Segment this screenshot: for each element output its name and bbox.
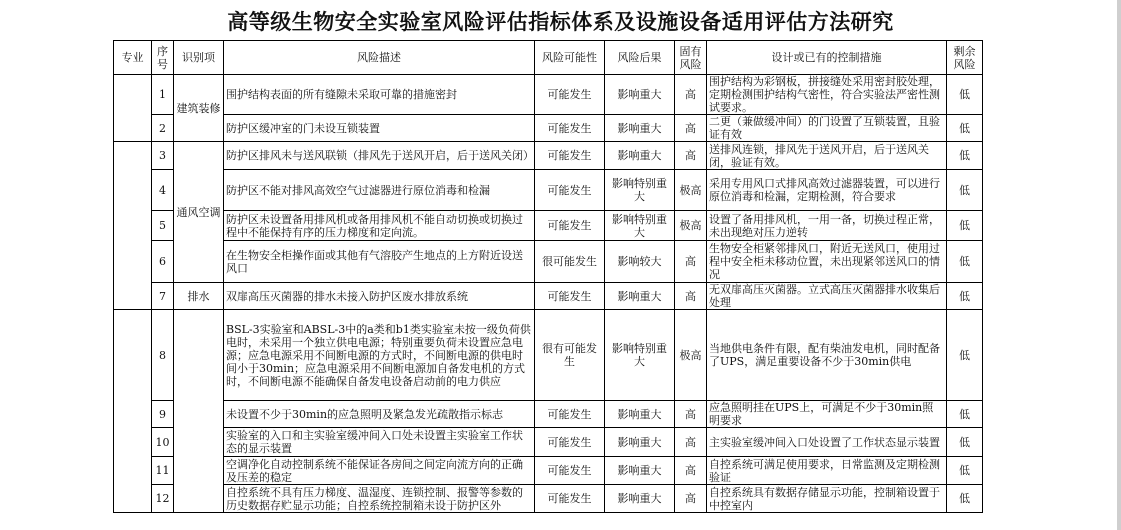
control-cell: 自控系统可满足使用要求，日常监测及定期检测验证	[707, 457, 947, 485]
cons-cell: 影响重大	[605, 485, 675, 513]
seq-cell: 1	[152, 75, 174, 115]
residual-cell: 低	[947, 142, 983, 170]
header-prob: 风险可能性	[535, 41, 605, 75]
inherent-cell: 高	[675, 142, 707, 170]
item-cell-drainage: 排水	[174, 283, 224, 310]
table-row	[114, 485, 983, 513]
risk-assessment-table-wrapper	[113, 40, 983, 513]
residual-cell: 低	[947, 211, 983, 241]
residual-cell: 低	[947, 283, 983, 310]
cons-cell: 影响重大	[605, 283, 675, 310]
prob-cell: 可能发生	[535, 170, 605, 211]
major-cell	[114, 75, 152, 142]
inherent-cell: 极高	[675, 310, 707, 401]
seq-cell: 3	[152, 142, 174, 170]
inherent-cell: 高	[675, 241, 707, 283]
control-cell: 主实验室缓冲间入口处设置了工作状态显示装置	[707, 428, 947, 457]
cons-cell: 影响重大	[605, 457, 675, 485]
header-cons: 风险后果	[605, 41, 675, 75]
desc-cell: 双扉高压灭菌器的排水未接入防护区废水排放系统	[224, 283, 535, 310]
prob-cell: 可能发生	[535, 401, 605, 428]
residual-cell: 低	[947, 241, 983, 283]
table-row	[114, 401, 983, 428]
seq-cell: 9	[152, 401, 174, 428]
residual-cell: 低	[947, 401, 983, 428]
cons-cell: 影响重大	[605, 75, 675, 115]
residual-cell: 低	[947, 457, 983, 485]
inherent-cell: 高	[675, 115, 707, 142]
seq-cell: 6	[152, 241, 174, 283]
residual-cell: 低	[947, 310, 983, 401]
desc-cell: 自控系统不具有压力梯度、温湿度、连锁控制、报警等参数的历史数据存贮显示功能；自控系统控制箱未设于防护区外	[224, 485, 535, 513]
cons-cell: 影响重大	[605, 142, 675, 170]
header-control: 设计或已有的控制措施	[707, 41, 947, 75]
cons-cell: 影响特别重大	[605, 310, 675, 401]
seq-cell: 2	[152, 115, 174, 142]
desc-cell: 实验室的入口和主实验室缓冲间入口处未设置主实验室工作状态的显示装置	[224, 428, 535, 457]
residual-cell: 低	[947, 485, 983, 513]
cons-cell: 影响特别重大	[605, 211, 675, 241]
header-major: 专业	[114, 41, 152, 75]
prob-cell: 可能发生	[535, 115, 605, 142]
major-cell	[114, 310, 152, 513]
control-cell: 无双扉高压灭菌器。立式高压灭菌器排水收集后处理	[707, 283, 947, 310]
header-desc: 风险描述	[224, 41, 535, 75]
cons-cell: 影响特别重大	[605, 170, 675, 211]
seq-cell: 12	[152, 485, 174, 513]
desc-cell: 在生物安全柜操作面或其他有气溶胶产生地点的上方附近设送风口	[224, 241, 535, 283]
residual-cell: 低	[947, 115, 983, 142]
desc-cell: 防护区未设置备用排风机或备用排风机不能自动切换或切换过程中不能保持有序的压力梯度和定向流。	[224, 211, 535, 241]
inherent-cell: 高	[675, 428, 707, 457]
seq-cell: 4	[152, 170, 174, 211]
control-cell: 应急照明挂在UPS上，可满足不少于30min照明要求	[707, 401, 947, 428]
prob-cell: 很有可能发生	[535, 310, 605, 401]
header-seq: 序号	[152, 41, 174, 75]
prob-cell: 可能发生	[535, 457, 605, 485]
cons-cell: 影响重大	[605, 401, 675, 428]
seq-cell: 7	[152, 283, 174, 310]
table-row	[114, 170, 983, 211]
prob-cell: 可能发生	[535, 211, 605, 241]
inherent-cell: 极高	[675, 211, 707, 241]
seq-cell: 11	[152, 457, 174, 485]
cons-cell: 影响较大	[605, 241, 675, 283]
prob-cell: 可能发生	[535, 75, 605, 115]
desc-cell: 防护区缓冲室的门未设互锁装置	[224, 115, 535, 142]
residual-cell: 低	[947, 75, 983, 115]
seq-cell: 8	[152, 310, 174, 401]
prob-cell: 可能发生	[535, 428, 605, 457]
table-row	[114, 428, 983, 457]
inherent-cell: 高	[675, 457, 707, 485]
item-cell	[174, 310, 224, 513]
risk-assessment-table	[113, 40, 983, 513]
item-cell-building: 建筑装修	[174, 75, 224, 142]
item-cell-ventilation: 通风空调	[174, 142, 224, 283]
major-cell	[114, 142, 152, 310]
inherent-cell: 高	[675, 75, 707, 115]
desc-cell: 围护结构表面的所有缝隙未采取可靠的措施密封	[224, 75, 535, 115]
inherent-cell: 高	[675, 485, 707, 513]
table-row	[114, 142, 983, 170]
desc-cell: 未设置不少于30min的应急照明及紧急发光疏散指示标志	[224, 401, 535, 428]
table-row	[114, 241, 983, 283]
desc-cell: BSL-3实验室和ABSL-3中的a类和b1类实验室未按一级负荷供电时，未采用一个独立供电电源；特别重要负荷未设置应急电源；应急电源采用不间断电源的方式时，不间断电源的供电时间小于30min；应急电源采用不间断电源加自备发电机的方式时，不间断电源不能确保自备发电设备启动前的电力供应	[224, 310, 535, 401]
control-cell: 生物安全柜紧邻排风口，附近无送风口，使用过程中安全柜未移动位置，未出现紧邻送风口的情况	[707, 241, 947, 283]
table-row	[114, 115, 983, 142]
control-cell: 围护结构为彩钢板，拼接缝处采用密封胶处理，定期检测围护结构气密性，符合实验法严密性测试要求。	[707, 75, 947, 115]
table-row	[114, 310, 983, 401]
window-edge-divider	[1117, 0, 1121, 530]
prob-cell: 可能发生	[535, 485, 605, 513]
desc-cell: 空调净化自动控制系统不能保证各房间之间定向流方向的正确及压差的稳定	[224, 457, 535, 485]
seq-cell: 10	[152, 428, 174, 457]
inherent-cell: 高	[675, 401, 707, 428]
cons-cell: 影响重大	[605, 115, 675, 142]
cons-cell: 影响重大	[605, 428, 675, 457]
prob-cell: 可能发生	[535, 142, 605, 170]
table-row	[114, 211, 983, 241]
residual-cell: 低	[947, 428, 983, 457]
prob-cell: 可能发生	[535, 283, 605, 310]
table-header-row	[114, 41, 983, 75]
header-item: 识别项	[174, 41, 224, 75]
control-cell: 设置了备用排风机，一用一备，切换过程正常，未出现绝对压力逆转	[707, 211, 947, 241]
control-cell: 自控系统具有数据存储显示功能，控制箱设置于中控室内	[707, 485, 947, 513]
header-residual: 剩余风险	[947, 41, 983, 75]
control-cell: 二更（兼做缓冲间）的门设置了互锁装置，且验证有效	[707, 115, 947, 142]
table-row	[114, 283, 983, 310]
residual-cell: 低	[947, 170, 983, 211]
page-title: 高等级生物安全实验室风险评估指标体系及设施设备适用评估方法研究	[227, 10, 894, 34]
header-inherent: 固有风险	[675, 41, 707, 75]
prob-cell: 很可能发生	[535, 241, 605, 283]
inherent-cell: 高	[675, 283, 707, 310]
desc-cell: 防护区不能对排风高效空气过滤器进行原位消毒和检漏	[224, 170, 535, 211]
inherent-cell: 极高	[675, 170, 707, 211]
table-row	[114, 75, 983, 115]
table-row	[114, 457, 983, 485]
control-cell: 采用专用风口式排风高效过滤器装置，可以进行原位消毒和检漏，定期检测，符合要求	[707, 170, 947, 211]
desc-cell: 防护区排风未与送风联锁（排风先于送风开启，后于送风关闭）	[224, 142, 535, 170]
control-cell: 送排风连锁，排风先于送风开启，后于送风关闭，验证有效。	[707, 142, 947, 170]
control-cell: 当地供电条件有限，配有柴油发电机，同时配备了UPS，满足重要设备不少于30min供电	[707, 310, 947, 401]
seq-cell: 5	[152, 211, 174, 241]
